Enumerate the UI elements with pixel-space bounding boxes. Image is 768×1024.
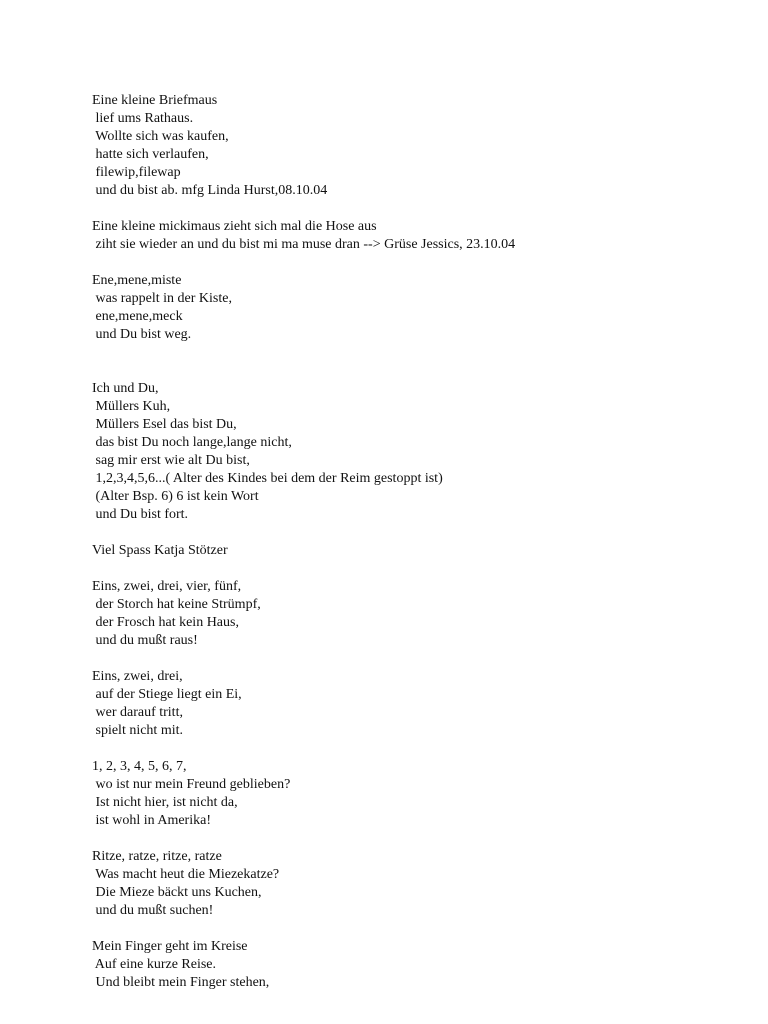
text-line: Ist nicht hier, ist nicht da, bbox=[92, 795, 238, 810]
text-line: Ich und Du, bbox=[92, 381, 159, 396]
text-line: Eine kleine mickimaus zieht sich mal die Hose aus bbox=[92, 219, 377, 234]
document-page bbox=[92, 92, 732, 1010]
text-line: filewip,filewap bbox=[92, 165, 181, 180]
text-line: Ritze, ratze, ritze, ratze bbox=[92, 849, 222, 864]
text-line: 1, 2, 3, 4, 5, 6, 7, bbox=[92, 759, 187, 774]
text-line: und du bist ab. mfg Linda Hurst,08.10.04 bbox=[92, 183, 328, 198]
text-line: ist wohl in Amerika! bbox=[92, 813, 211, 828]
text-line: Müllers Esel das bist Du, bbox=[92, 417, 237, 432]
text-line: Müllers Kuh, bbox=[92, 399, 171, 414]
text-line: Wollte sich was kaufen, bbox=[92, 129, 229, 144]
rhyme-ene-mene-miste bbox=[92, 272, 732, 344]
rhyme-mickimaus bbox=[92, 218, 732, 254]
rhyme-briefmaus bbox=[92, 92, 732, 200]
text-line: Eine kleine Briefmaus bbox=[92, 93, 218, 108]
text-line: wer darauf tritt, bbox=[92, 705, 183, 720]
text-line: was rappelt in der Kiste, bbox=[92, 291, 232, 306]
text-line: ziht sie wieder an und du bist mi ma muse dran --> Grüse Jessics, 23.10.04 bbox=[92, 237, 516, 252]
text-line: Ene,mene,miste bbox=[92, 273, 182, 288]
text-line: hatte sich verlaufen, bbox=[92, 147, 209, 162]
text-line: und du mußt suchen! bbox=[92, 903, 214, 918]
rhyme-ritze-ratze bbox=[92, 848, 732, 920]
text-line: Die Mieze bäckt uns Kuchen, bbox=[92, 885, 262, 900]
text-line: und du mußt raus! bbox=[92, 633, 198, 648]
rhyme-mein-finger bbox=[92, 938, 732, 992]
text-line: auf der Stiege liegt ein Ei, bbox=[92, 687, 242, 702]
rhyme-numbers-freund bbox=[92, 758, 732, 830]
text-line: Und bleibt mein Finger stehen, bbox=[92, 975, 270, 990]
text-line: wo ist nur mein Freund geblieben? bbox=[92, 777, 291, 792]
text-line: 1,2,3,4,5,6...( Alter des Kindes bei dem der Reim gestoppt ist) bbox=[92, 471, 443, 486]
text-line: das bist Du noch lange,lange nicht, bbox=[92, 435, 292, 450]
text-line: (Alter Bsp. 6) 6 ist kein Wort bbox=[92, 489, 259, 504]
text-line: der Storch hat keine Strümpf, bbox=[92, 597, 261, 612]
text-line: Auf eine kurze Reise. bbox=[92, 957, 217, 972]
rhyme-eins-zwei-drei bbox=[92, 668, 732, 740]
text-line: der Frosch hat kein Haus, bbox=[92, 615, 239, 630]
text-line: ene,mene,meck bbox=[92, 309, 183, 324]
text-line: Eins, zwei, drei, bbox=[92, 669, 183, 684]
text-line: Viel Spass Katja Stötzer bbox=[92, 543, 228, 558]
text-line: Was macht heut die Miezekatze? bbox=[92, 867, 280, 882]
text-line: Mein Finger geht im Kreise bbox=[92, 939, 248, 954]
rhyme-ich-und-du bbox=[92, 380, 732, 524]
text-line: und Du bist weg. bbox=[92, 327, 192, 342]
text-line: lief ums Rathaus. bbox=[92, 111, 194, 126]
text-line: Eins, zwei, drei, vier, fünf, bbox=[92, 579, 242, 594]
text-line: und Du bist fort. bbox=[92, 507, 189, 522]
text-line: spielt nicht mit. bbox=[92, 723, 183, 738]
signature-katja bbox=[92, 542, 732, 560]
rhyme-eins-bis-fuenf bbox=[92, 578, 732, 650]
text-line: sag mir erst wie alt Du bist, bbox=[92, 453, 250, 468]
